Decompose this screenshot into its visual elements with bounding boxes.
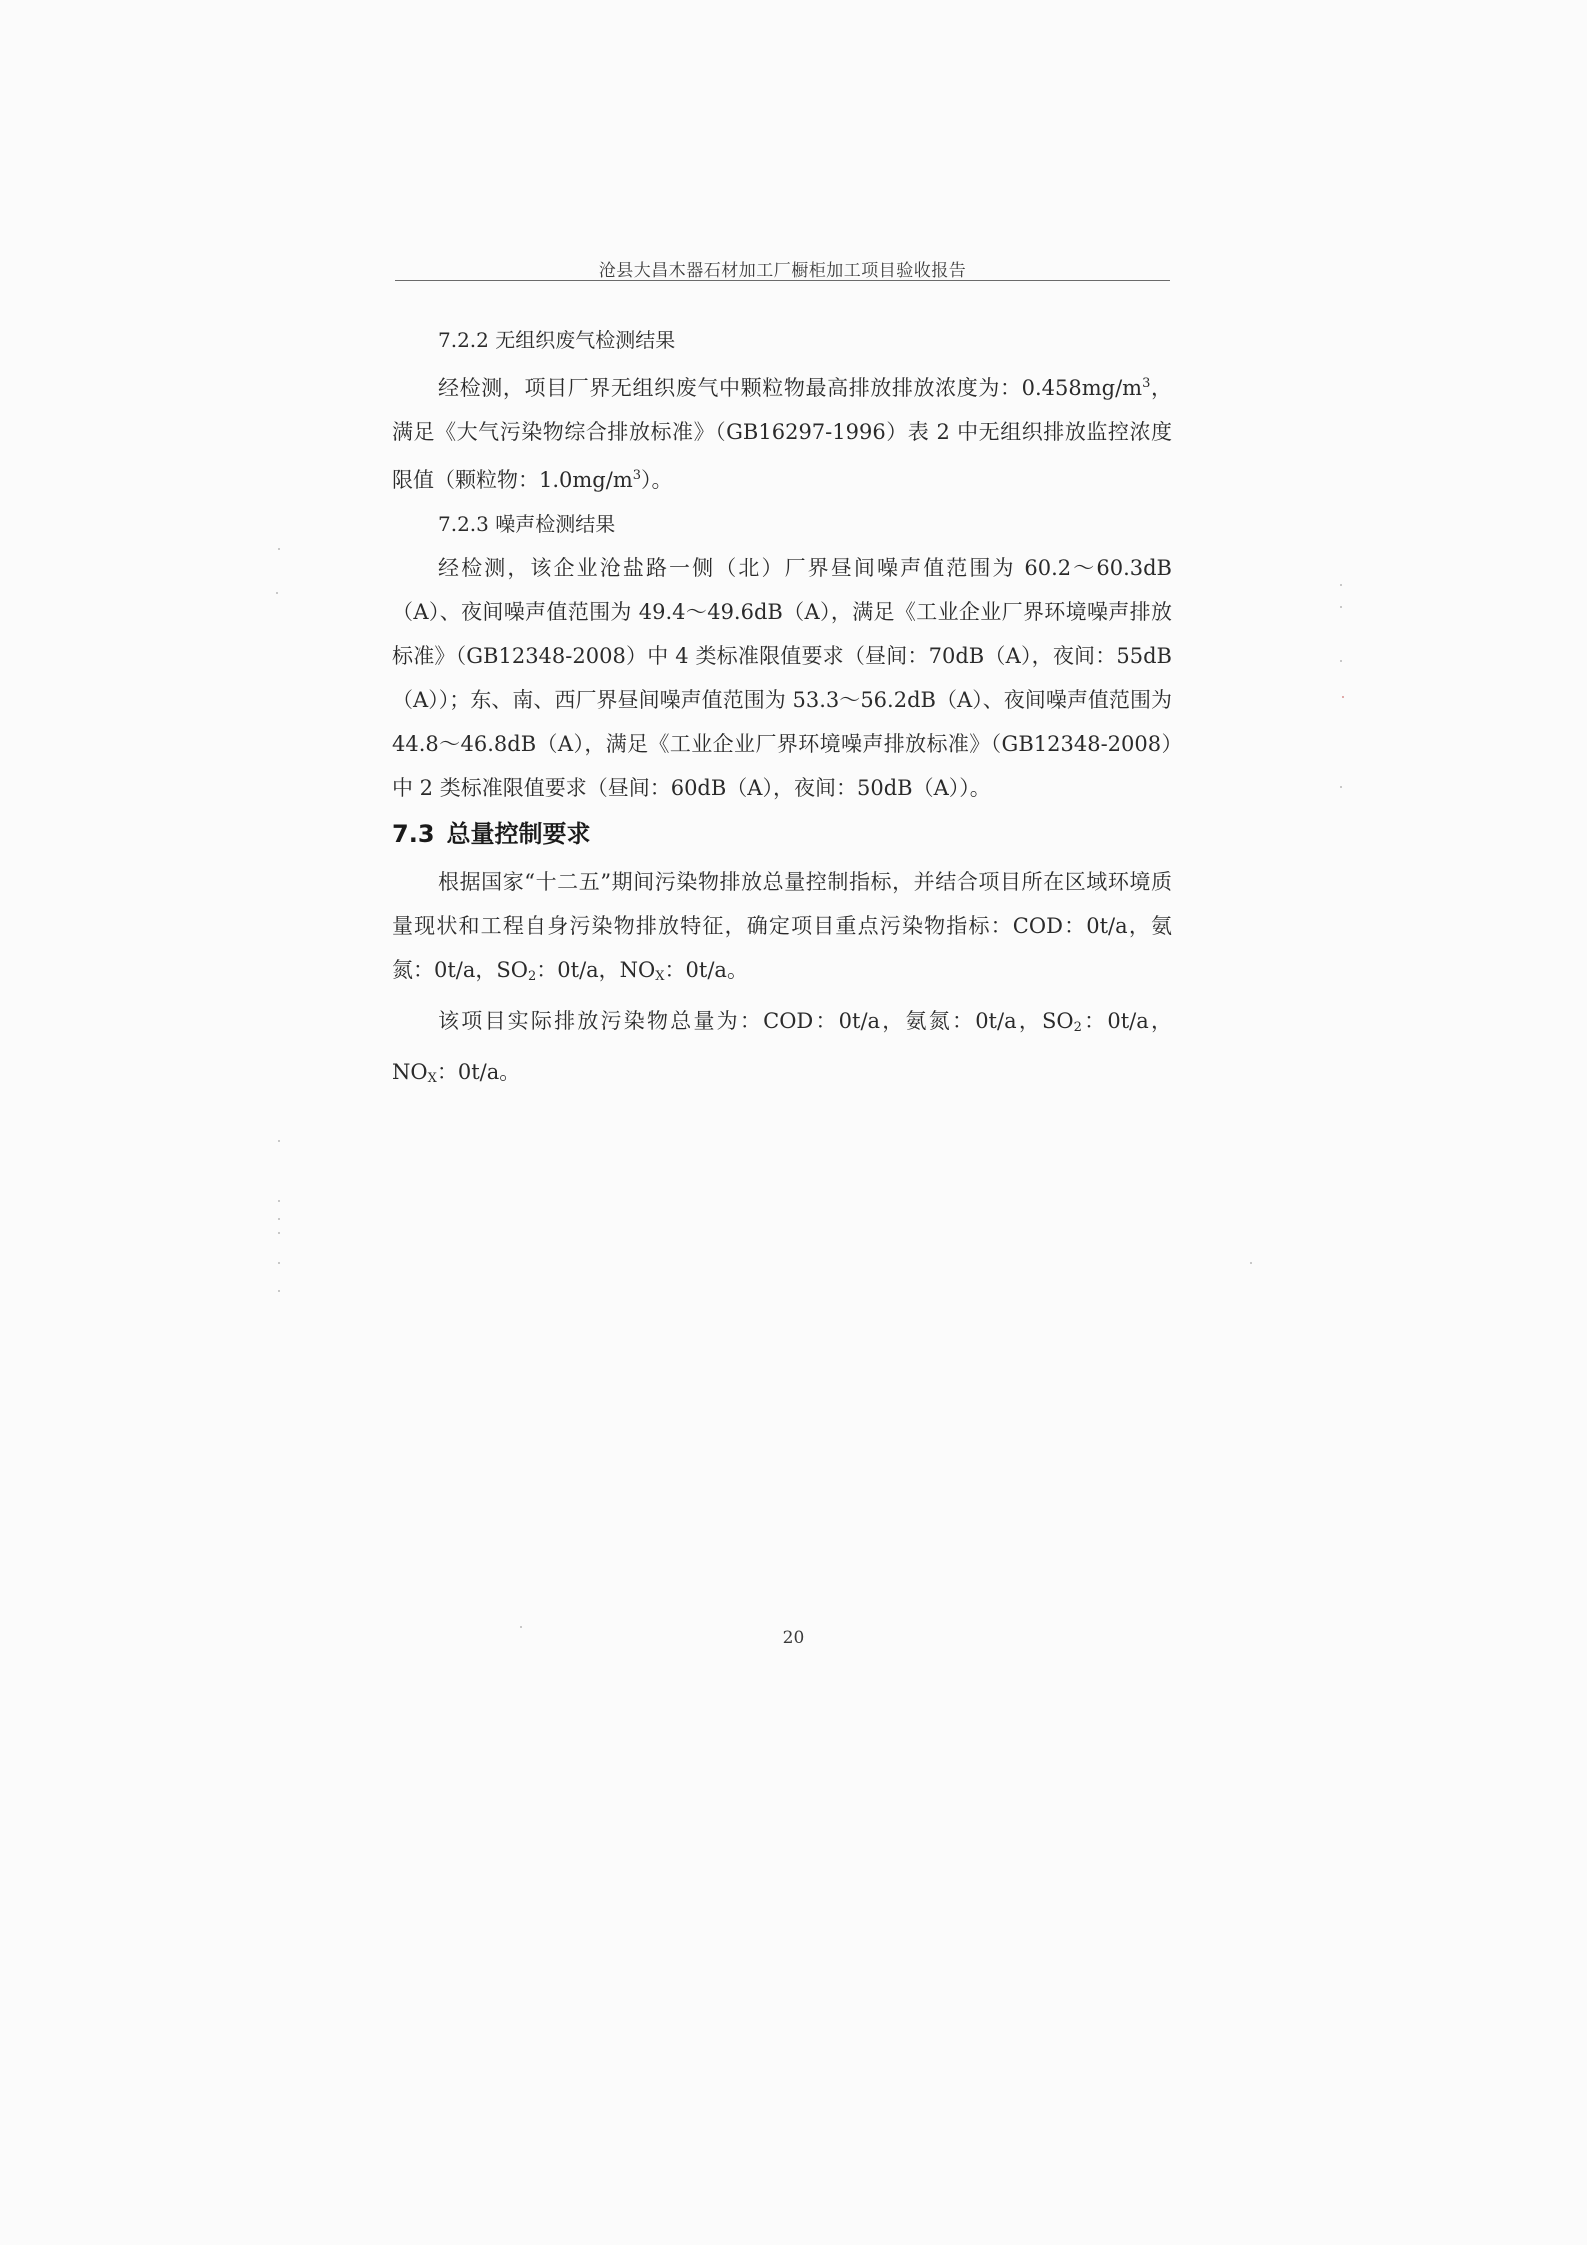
section-heading-7-3 [392, 812, 1172, 856]
header-rule [395, 280, 1170, 281]
scan-speck [276, 592, 278, 594]
text-run: ：0t/a，NO [392, 1009, 1172, 1084]
section-title: 总量控制要求 [446, 820, 591, 848]
subscript: 2 [528, 969, 537, 984]
superscript: 3 [632, 468, 642, 483]
subscript: X [655, 969, 665, 984]
text-run: 经检测，项目厂界无组织废气中颗粒物最高排放排放浓度为：0.458mg/m [438, 376, 1143, 400]
scan-speck [1342, 696, 1344, 698]
paragraph-fugitive-gas [392, 362, 1172, 502]
scan-speck [1340, 660, 1342, 662]
scan-speck [278, 1218, 280, 1220]
scan-speck [278, 1232, 280, 1234]
text-run: 该项目实际排放污染物总量为：COD：0t/a，氨氮：0t/a，SO [438, 1009, 1074, 1033]
scan-speck [278, 548, 280, 550]
subsection-heading-7-2-3: 7.2.3 噪声检测结果 [438, 512, 616, 536]
scan-speck [278, 1262, 280, 1264]
scan-speck [1250, 1262, 1252, 1264]
superscript: 3 [1142, 376, 1151, 391]
subscript: X [427, 1071, 437, 1086]
running-header: 沧县大昌木器石材加工厂橱柜加工项目验收报告 [598, 261, 967, 281]
text-run: ，满足《大气污染物综合排放标准》（GB16297-1996）表 2 中无组织排放监控浓度限值（颗粒物：1.0mg/m [392, 376, 1173, 492]
scan-speck [1340, 786, 1342, 788]
document-body [392, 318, 1172, 1101]
subsection-heading-7-2-2: 7.2.2 无组织废气检测结果 [438, 328, 676, 352]
text-run: ）。 [641, 468, 673, 492]
paragraph-actual-emission [392, 999, 1172, 1101]
text-run: ：0t/a。 [436, 1060, 521, 1084]
paragraph-noise: 经检测，该企业沧盐路一侧（北）厂界昼间噪声值范围为 60.2～60.3dB（A）、夜间噪声值范围为 49.4～49.6dB（A），满足《工业企业厂界环境噪声排放标准》（GB12348-2008）中 4 类标准限值要求（昼间：70dB（A），夜间：55dB（A））；东、南、西厂界昼间噪声值范围为 53.3～56.2dB（A）、夜间噪声值范围为 44.8～46.8dB（A），满足《工业企业厂界环境噪声排放标准》（GB12348-2008）中 2 类标准限值要求（昼间：60dB（A），夜间：50dB（A））。 [392, 556, 1172, 800]
subscript: 2 [1073, 1020, 1082, 1035]
scan-speck [1340, 584, 1342, 586]
scan-speck [1340, 606, 1342, 608]
section-number: 7.3 [392, 820, 435, 848]
text-run: ：0t/a，NO [536, 958, 656, 982]
scan-speck [278, 1200, 280, 1202]
scan-speck [278, 1140, 280, 1142]
text-run: ：0t/a。 [664, 958, 748, 982]
scan-speck [278, 1290, 280, 1292]
page-number: 20 [782, 1628, 805, 1648]
scan-speck [520, 1626, 522, 1628]
paragraph-total-control [392, 860, 1172, 999]
text-run: 根据国家“十二五”期间污染物排放总量控制指标，并结合项目所在区域环境质量现状和工程自身污染物排放特征，确定项目重点污染物指标：COD：0t/a，氨氮：0t/a，SO [392, 870, 1172, 982]
